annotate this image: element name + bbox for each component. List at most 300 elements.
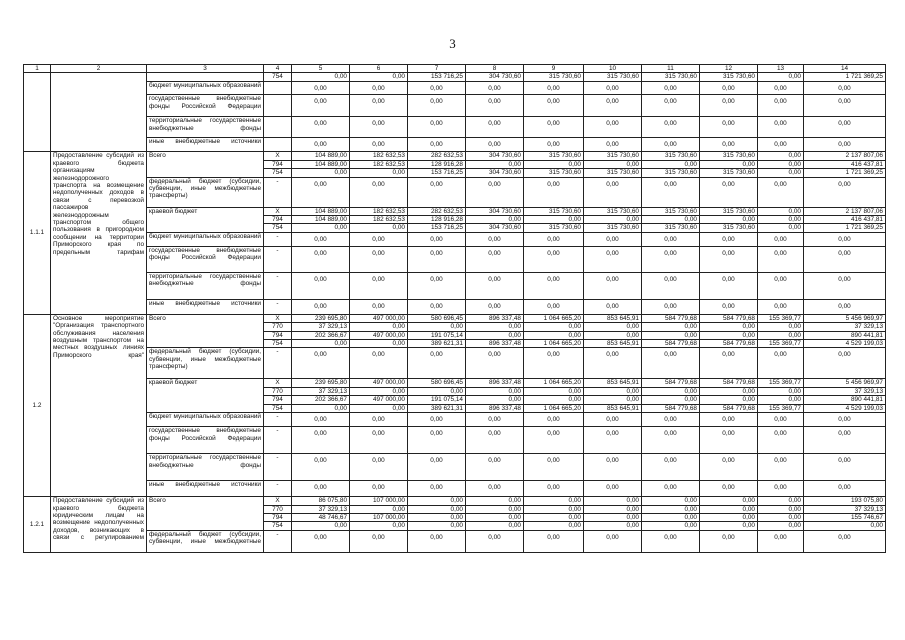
value-cell: 584 779,68 [642,314,700,322]
value-cell: 0,00 [758,396,804,404]
value-cell: 0,00 [642,299,700,314]
funding-source: иные внебюджетные источники [147,299,264,314]
funding-source: бюджет муниципальных образований [147,82,264,95]
value-cell: 0,00 [700,505,758,513]
value-cell: 0,00 [292,232,350,246]
value-cell: 853 645,91 [584,314,642,322]
value-cell: 0,00 [350,413,408,427]
value-cell: 0,00 [524,95,584,117]
value-cell: 0,00 [700,387,758,395]
code-cell [264,138,292,152]
value-cell: 0,00 [350,340,408,348]
value-cell: 0,00 [700,396,758,404]
value-cell: 5 456 969,97 [804,314,886,322]
value-cell: 1 064 665,20 [524,340,584,348]
funding-source: бюджет муниципальных образований [147,413,264,427]
value-cell: 2 137 807,06 [804,207,886,215]
value-cell: 0,00 [642,177,700,207]
value-cell: 0,00 [292,348,350,379]
value-cell: 0,00 [524,82,584,95]
funding-source: федеральный бюджет (субсидии, субвенции, иные межбюджетные трансферты) [147,177,264,207]
value-cell: 128 916,28 [408,160,466,168]
value-cell: 0,00 [758,513,804,521]
value-cell: 1 721 369,25 [804,73,886,82]
value-cell: 0,00 [642,454,700,481]
value-cell: 4 529 199,03 [804,340,886,348]
value-cell: 37 329,13 [292,505,350,513]
value-cell: 2 137 807,06 [804,152,886,160]
value-cell: 0,00 [804,272,886,299]
value-cell: 0,00 [804,454,886,481]
value-cell: 315 730,60 [700,224,758,232]
code-cell: - [264,177,292,207]
value-cell: 0,00 [466,331,524,339]
data-row [24,427,886,454]
value-cell: 0,00 [466,82,524,95]
data-row [24,299,886,314]
value-cell: 304 730,60 [466,73,524,82]
value-cell: 0,00 [292,246,350,272]
value-cell: 0,00 [524,387,584,395]
value-cell: 155 369,77 [758,379,804,387]
value-cell: 0,00 [642,331,700,339]
value-cell: 0,00 [804,82,886,95]
value-cell: 37 329,13 [292,387,350,395]
code-cell: 770 [264,505,292,513]
code-cell: - [264,299,292,314]
value-cell: 191 075,14 [408,331,466,339]
value-cell: 0,00 [758,246,804,272]
value-cell: 0,00 [700,177,758,207]
value-cell: 0,00 [350,323,408,331]
value-cell: 853 645,91 [584,379,642,387]
value-cell: 315 730,60 [642,207,700,215]
value-cell: 0,00 [584,505,642,513]
value-cell: 0,00 [804,95,886,117]
value-cell: 0,00 [466,454,524,481]
column-number-header: 1 [24,65,51,73]
value-cell: 0,00 [584,513,642,521]
value-cell: 0,00 [524,481,584,497]
value-cell: 0,00 [642,117,700,138]
value-cell: 896 337,48 [466,340,524,348]
value-cell: 0,00 [758,481,804,497]
value-cell: 416 437,81 [804,216,886,224]
value-cell: 0,00 [466,95,524,117]
value-cell: 153 716,25 [408,73,466,82]
value-cell: 0,00 [466,348,524,379]
value-cell: 0,00 [804,117,886,138]
value-cell: 0,00 [584,348,642,379]
funding-source: краевой бюджет [147,379,264,413]
code-cell: 754 [264,73,292,82]
code-cell [264,82,292,95]
value-cell: 0,00 [700,246,758,272]
value-cell: 0,00 [408,454,466,481]
value-cell: 0,00 [292,95,350,117]
page-number: 3 [449,36,456,51]
value-cell: 0,00 [350,505,408,513]
value-cell: 0,00 [292,117,350,138]
value-cell: 0,00 [524,138,584,152]
value-cell: 239 695,80 [292,314,350,322]
value-cell: 0,00 [350,299,408,314]
value-cell: 0,00 [642,246,700,272]
value-cell: 0,00 [524,331,584,339]
value-cell: 0,00 [408,413,466,427]
data-row [24,117,886,138]
value-cell: 155 369,77 [758,314,804,322]
value-cell: 0,00 [350,427,408,454]
budget-table [23,64,886,553]
code-cell: - [264,246,292,272]
value-cell: 0,00 [758,427,804,454]
value-cell: 0,00 [642,522,700,530]
item-number: 1.2.1 [24,497,51,553]
value-cell: 0,00 [524,530,584,552]
value-cell: 0,00 [350,530,408,552]
value-cell: 0,00 [466,272,524,299]
value-cell: 0,00 [350,404,408,412]
value-cell: 0,00 [700,331,758,339]
code-cell: 794 [264,216,292,224]
value-cell: 0,00 [524,160,584,168]
value-cell: 0,00 [758,413,804,427]
value-cell: 0,00 [466,497,524,505]
column-number-header: 7 [408,65,466,73]
value-cell: 0,00 [804,138,886,152]
value-cell: 0,00 [700,413,758,427]
value-cell: 0,00 [758,323,804,331]
value-cell: 0,00 [700,117,758,138]
data-row [24,95,886,117]
value-cell: 0,00 [350,138,408,152]
value-cell: 0,00 [350,95,408,117]
value-cell: 0,00 [292,224,350,232]
value-cell: 0,00 [642,272,700,299]
value-cell: 584 779,68 [642,340,700,348]
value-cell: 0,00 [584,95,642,117]
value-cell: 315 730,60 [524,169,584,177]
funding-source: территориальные государственные внебюджетные фонды [147,272,264,299]
value-cell: 86 075,80 [292,497,350,505]
value-cell: 315 730,60 [642,73,700,82]
value-cell: 37 329,13 [804,387,886,395]
column-number-header: 12 [700,65,758,73]
item-number: 1.1.1 [24,152,51,314]
value-cell: 315 730,60 [700,207,758,215]
value-cell: 890 441,81 [804,396,886,404]
value-cell: 153 716,25 [408,169,466,177]
value-cell: 107 000,00 [350,513,408,521]
value-cell: 182 632,53 [350,216,408,224]
value-cell: 239 695,80 [292,379,350,387]
value-cell: 0,00 [584,387,642,395]
value-cell: 0,00 [292,82,350,95]
data-row [24,232,886,246]
column-number-header: 9 [524,65,584,73]
value-cell: 0,00 [642,82,700,95]
value-cell: 315 730,60 [524,73,584,82]
value-cell: 0,00 [350,246,408,272]
value-cell: 0,00 [524,427,584,454]
value-cell: 497 000,00 [350,396,408,404]
value-cell: 0,00 [700,522,758,530]
value-cell: 0,00 [524,299,584,314]
value-cell: 584 779,68 [700,379,758,387]
value-cell: 0,00 [804,481,886,497]
funding-source: краевой бюджет [147,207,264,232]
value-cell: 155 746,67 [804,513,886,521]
value-cell: 0,00 [700,530,758,552]
value-cell: 315 730,60 [584,73,642,82]
value-cell: 0,00 [758,95,804,117]
value-cell: 0,00 [758,177,804,207]
data-row [24,314,886,322]
value-cell: 0,00 [584,299,642,314]
value-cell: 0,00 [524,323,584,331]
value-cell: 584 779,68 [700,314,758,322]
value-cell: 0,00 [700,138,758,152]
code-cell: - [264,232,292,246]
column-number-header: 5 [292,65,350,73]
funding-source: федеральный бюджет (субсидии, субвенции, иные межбюджетные [147,530,264,552]
code-cell: - [264,427,292,454]
value-cell: 155 369,77 [758,404,804,412]
value-cell: 1 721 369,25 [804,224,886,232]
data-row [24,177,886,207]
value-cell: 0,00 [466,513,524,521]
funding-source: бюджет муниципальных образований [147,232,264,246]
value-cell: 0,00 [408,272,466,299]
column-number-header: 11 [642,65,700,73]
data-row [24,348,886,379]
value-cell: 0,00 [524,177,584,207]
column-number-header: 10 [584,65,642,73]
item-number: 1.2 [24,314,51,496]
value-cell: 580 696,45 [408,314,466,322]
value-cell: 0,00 [804,232,886,246]
value-cell: 0,00 [466,177,524,207]
value-cell: 0,00 [700,323,758,331]
data-row [24,497,886,505]
value-cell: 0,00 [292,522,350,530]
code-cell [264,95,292,117]
value-cell: 153 716,25 [408,224,466,232]
value-cell: 315 730,60 [642,152,700,160]
value-cell: 0,00 [292,299,350,314]
value-cell: 896 337,48 [466,379,524,387]
value-cell: 0,00 [466,216,524,224]
value-cell: 0,00 [292,138,350,152]
column-number-header: 14 [804,65,886,73]
value-cell: 202 366,67 [292,396,350,404]
value-cell: 0,00 [584,323,642,331]
code-cell: 770 [264,323,292,331]
value-cell: 0,00 [700,299,758,314]
item-name: Предоставление субсидий из краевого бюджета юридическим лицам на возмещение недополученных доходов, возникающих в связи с регулированием [51,497,147,553]
value-cell: 1 064 665,20 [524,379,584,387]
value-cell: 0,00 [700,481,758,497]
value-cell: 0,00 [758,272,804,299]
value-cell: 0,00 [584,216,642,224]
value-cell: 0,00 [524,396,584,404]
value-cell: 0,00 [642,348,700,379]
value-cell: 0,00 [758,152,804,160]
value-cell: 315 730,60 [524,152,584,160]
value-cell: 0,00 [758,497,804,505]
value-cell: 0,00 [584,481,642,497]
value-cell: 1 064 665,20 [524,404,584,412]
value-cell: 0,00 [804,522,886,530]
value-cell: 155 369,77 [758,340,804,348]
code-cell: - [264,454,292,481]
value-cell: 282 632,53 [408,152,466,160]
value-cell: 0,00 [642,427,700,454]
value-cell: 0,00 [642,530,700,552]
value-cell: 182 632,53 [350,207,408,215]
value-cell: 0,00 [642,323,700,331]
code-cell: - [264,348,292,379]
value-cell: 584 779,68 [700,404,758,412]
code-cell: 770 [264,387,292,395]
value-cell: 0,00 [466,530,524,552]
code-cell: - [264,413,292,427]
funding-source: иные внебюджетные источники [147,481,264,497]
funding-source: иные внебюджетные источники [147,138,264,152]
value-cell: 182 632,53 [350,152,408,160]
value-cell: 5 456 969,97 [804,379,886,387]
value-cell: 853 645,91 [584,404,642,412]
value-cell: 497 000,00 [350,314,408,322]
value-cell: 0,00 [292,481,350,497]
value-cell: 304 730,60 [466,169,524,177]
value-cell: 0,00 [584,427,642,454]
value-cell: 0,00 [524,497,584,505]
value-cell: 0,00 [408,95,466,117]
value-cell: 0,00 [642,387,700,395]
value-cell: 0,00 [584,522,642,530]
code-cell: X [264,497,292,505]
funding-source: государственные внебюджетные фонды Российской Федерации [147,95,264,117]
data-row [24,138,886,152]
column-number-header: 8 [466,65,524,73]
value-cell: 0,00 [584,331,642,339]
value-cell: 0,00 [292,340,350,348]
value-cell: 1 064 665,20 [524,314,584,322]
data-row [24,481,886,497]
value-cell: 0,00 [642,413,700,427]
value-cell: 0,00 [466,299,524,314]
value-cell: 0,00 [758,138,804,152]
value-cell: 0,00 [408,348,466,379]
funding-source: Всего [147,497,264,531]
funding-source: Всего [147,152,264,177]
value-cell: 0,00 [466,117,524,138]
value-cell: 0,00 [350,224,408,232]
column-number-header: 3 [147,65,264,73]
value-cell: 0,00 [292,530,350,552]
value-cell: 0,00 [584,232,642,246]
value-cell: 0,00 [700,82,758,95]
code-cell: X [264,379,292,387]
data-row [24,152,886,160]
code-cell: 794 [264,160,292,168]
code-cell: X [264,314,292,322]
value-cell: 107 000,00 [350,497,408,505]
value-cell: 0,00 [584,454,642,481]
value-cell: 315 730,60 [700,73,758,82]
value-cell: 304 730,60 [466,207,524,215]
value-cell: 0,00 [466,522,524,530]
value-cell: 0,00 [804,427,886,454]
value-cell: 0,00 [466,427,524,454]
value-cell: 0,00 [758,232,804,246]
value-cell: 0,00 [350,348,408,379]
data-row [24,454,886,481]
code-cell: 754 [264,169,292,177]
value-cell: 0,00 [758,160,804,168]
data-row [24,530,886,552]
value-cell: 0,00 [642,95,700,117]
value-cell: 0,00 [408,530,466,552]
value-cell: 202 366,67 [292,331,350,339]
value-cell: 0,00 [584,413,642,427]
value-cell: 0,00 [292,427,350,454]
data-row [24,246,886,272]
value-cell: 0,00 [466,138,524,152]
value-cell: 0,00 [758,169,804,177]
value-cell: 315 730,60 [584,207,642,215]
value-cell: 0,00 [408,513,466,521]
value-cell: 0,00 [584,117,642,138]
value-cell: 584 779,68 [642,404,700,412]
value-cell: 315 730,60 [700,152,758,160]
value-cell: 853 645,91 [584,340,642,348]
value-cell: 0,00 [700,272,758,299]
value-cell: 0,00 [524,232,584,246]
value-cell: 0,00 [758,454,804,481]
value-cell: 0,00 [584,160,642,168]
code-cell [264,117,292,138]
value-cell: 315 730,60 [524,207,584,215]
value-cell: 0,00 [408,387,466,395]
value-cell: 0,00 [524,513,584,521]
value-cell: 0,00 [408,481,466,497]
item-number [24,73,51,152]
column-number-header: 2 [51,65,147,73]
column-number-row [24,65,886,73]
value-cell: 0,00 [642,232,700,246]
value-cell: 0,00 [642,497,700,505]
value-cell: 0,00 [700,454,758,481]
value-cell: 0,00 [292,272,350,299]
value-cell: 580 696,45 [408,379,466,387]
column-number-header: 13 [758,65,804,73]
value-cell: 0,00 [804,246,886,272]
value-cell: 104 889,00 [292,152,350,160]
code-cell: 754 [264,340,292,348]
value-cell: 0,00 [700,348,758,379]
funding-source: государственные внебюджетные фонды Российской Федерации [147,427,264,454]
code-cell: 754 [264,404,292,412]
value-cell: 104 889,00 [292,207,350,215]
value-cell: 0,00 [524,348,584,379]
value-cell: 389 621,31 [408,340,466,348]
value-cell: 0,00 [350,232,408,246]
value-cell: 191 075,14 [408,396,466,404]
data-row [24,272,886,299]
